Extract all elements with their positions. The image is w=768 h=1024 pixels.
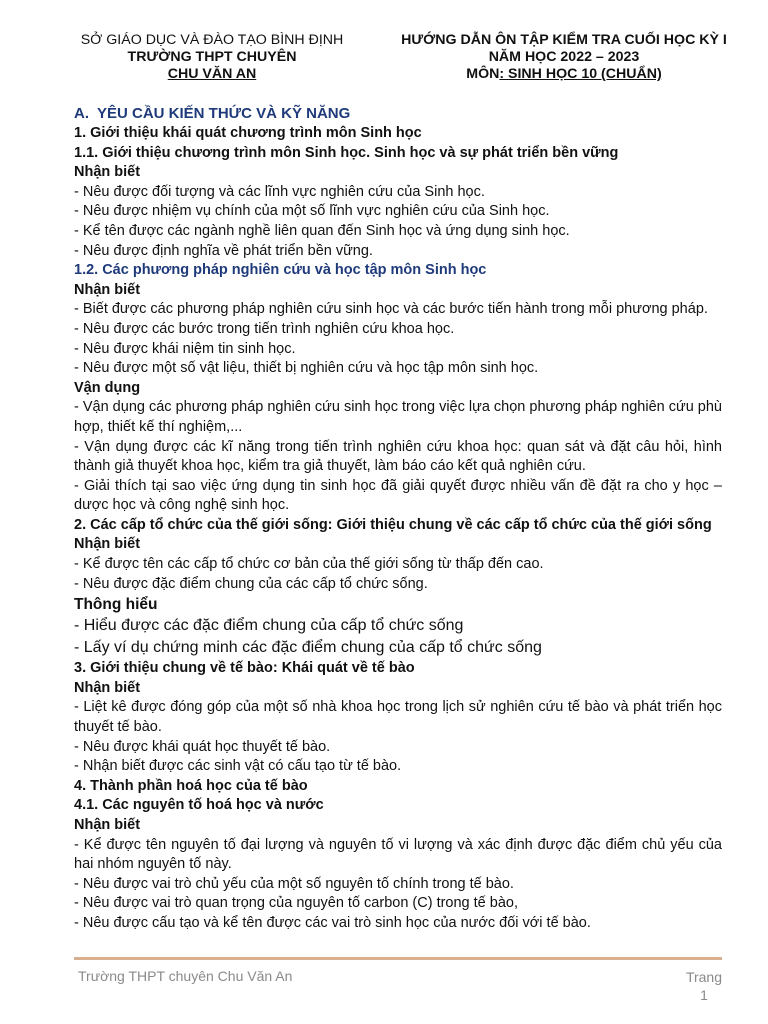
level-label: Nhận biết bbox=[74, 679, 141, 696]
list-item: - Kể được tên các cấp tổ chức cơ bản của thế giới sống từ thấp đến cao. bbox=[74, 556, 544, 573]
list-item: - Lấy ví dụ chứng minh các đặc điểm chung của cấp tổ chức sống bbox=[74, 639, 542, 657]
school-year: NĂM HỌC 2022 – 2023 bbox=[488, 49, 640, 65]
subject-prefix: MÔN bbox=[466, 66, 500, 82]
list-item: - Nêu được định nghĩa về phát triển bền vững. bbox=[74, 242, 373, 259]
section-1-1-heading: 1.1. Giới thiệu chương trình môn Sinh học. Sinh học và sự phát triển bền vững bbox=[74, 144, 619, 161]
school-name: TRƯỜNG THPT CHUYÊN bbox=[127, 49, 297, 65]
list-item: - Hiểu được các đặc điểm chung của cấp tổ chức sống bbox=[74, 617, 464, 635]
section-a-title: YÊU CẦU KIẾN THỨC VÀ KỸ NĂNG bbox=[97, 105, 351, 122]
school-block bbox=[62, 32, 362, 83]
subject-line bbox=[372, 66, 756, 83]
section-1-heading: 1. Giới thiệu khái quát chương trình môn Sinh học bbox=[74, 125, 422, 141]
section-4-heading: 4. Thành phần hoá học của tế bào bbox=[74, 777, 308, 794]
department-name: SỞ GIÁO DỤC VÀ ĐÀO TẠO BÌNH ĐỊNH bbox=[80, 32, 344, 48]
list-item: - Nêu được các bước trong tiến trình nghiên cứu khoa học. bbox=[74, 320, 455, 337]
page-indicator bbox=[686, 968, 722, 1004]
list-item: - Kể tên được các ngành nghề liên quan đến Sinh học và ứng dụng sinh học. bbox=[74, 222, 570, 239]
list-item: - Kể được tên nguyên tố đại lượng và nguyên tố vi lượng và xác định được đặc điểm chủ yếu của hai nhóm nguyên tố này. bbox=[74, 836, 722, 873]
school-name-sub: CHU VĂN AN bbox=[167, 66, 257, 82]
list-item: - Nêu được đặc điểm chung của các cấp tổ chức sống. bbox=[74, 575, 428, 592]
exam-title: HƯỚNG DẪN ÔN TẬP KIỂM TRA CUỐI HỌC KỲ I bbox=[401, 32, 727, 48]
list-item: - Nêu được khái niệm tin sinh học. bbox=[74, 340, 296, 357]
document-body bbox=[74, 103, 722, 934]
footer-school: Trường THPT chuyên Chu Văn An bbox=[78, 968, 293, 984]
level-label: Vận dụng bbox=[74, 379, 141, 396]
list-item: - Nêu được khái quát học thuyết tế bào. bbox=[74, 738, 331, 755]
section-4-1-heading: 4.1. Các nguyên tố hoá học và nước bbox=[74, 797, 324, 814]
footer-divider bbox=[74, 957, 722, 960]
section-1-2-heading: 1.2. Các phương pháp nghiên cứu và học tập môn Sinh học bbox=[74, 262, 487, 279]
level-label: Nhận biết bbox=[74, 281, 141, 298]
level-label: Nhận biết bbox=[74, 817, 141, 833]
list-item: - Vận dụng được các kĩ năng trong tiến trình nghiên cứu khoa học: quan sát và đặt câu hỏi, hình thành giả thuyết khoa học, kiểm tra giả thuyết, làm báo cáo kết quả nghiên cứu. bbox=[74, 438, 722, 475]
section-3-heading: 3. Giới thiệu chung về tế bào: Khái quát về tế bào bbox=[74, 660, 415, 677]
level-label: Nhận biết bbox=[74, 164, 141, 181]
level-label: Thông hiểu bbox=[74, 596, 158, 614]
document-header bbox=[0, 32, 768, 88]
list-item: - Nêu được nhiệm vụ chính của một số lĩnh vực nghiên cứu của Sinh học. bbox=[74, 203, 550, 220]
list-item: - Nêu được vai trò chủ yếu của một số nguyên tố chính trong tế bào. bbox=[74, 875, 514, 892]
list-item: - Giải thích tại sao việc ứng dụng tin sinh học đã giải quyết được nhiều vấn đề đặt ra cho y học – dược học và công nghệ sinh học. bbox=[74, 477, 722, 514]
exam-title-block bbox=[372, 32, 756, 83]
section-a-heading bbox=[74, 103, 722, 124]
page-label: Trang bbox=[685, 969, 722, 985]
list-item: - Nhận biết được các sinh vật có cấu tạo từ tế bào. bbox=[74, 758, 402, 775]
list-item: - Nêu được vai trò quan trọng của nguyên tố carbon (C) trong tế bào, bbox=[74, 895, 518, 912]
page-number: 1 bbox=[700, 987, 708, 1003]
list-item: - Liệt kê được đóng góp của một số nhà khoa học trong lịch sử nghiên cứu tế bào và phát triển học thuyết tế bào. bbox=[74, 699, 722, 736]
level-label: Nhận biết bbox=[74, 536, 141, 553]
list-item: - Nêu được một số vật liệu, thiết bị nghiên cứu và học tập môn sinh học. bbox=[74, 360, 539, 377]
list-item: - Vận dụng các phương pháp nghiên cứu sinh học trong việc lựa chọn phương pháp nghiên cứu phù hợp, thiết kế thí nghiệm,... bbox=[74, 399, 722, 435]
list-item: - Nêu được đối tượng và các lĩnh vực nghiên cứu của Sinh học. bbox=[74, 183, 485, 200]
list-item: - Biết được các phương pháp nghiên cứu sinh học và các bước tiến hành trong mỗi phương pháp. bbox=[74, 301, 708, 318]
list-item: - Nêu được cấu tạo và kể tên được các vai trò sinh học của nước đối với tế bào. bbox=[74, 914, 591, 931]
subject-name: : SINH HỌC 10 (CHUẨN) bbox=[499, 66, 662, 82]
section-2-heading: 2. Các cấp tổ chức của thế giới sống: Giới thiệu chung về các cấp tổ chức của thế giới sống bbox=[74, 516, 712, 533]
section-a-letter: A. bbox=[74, 105, 89, 122]
